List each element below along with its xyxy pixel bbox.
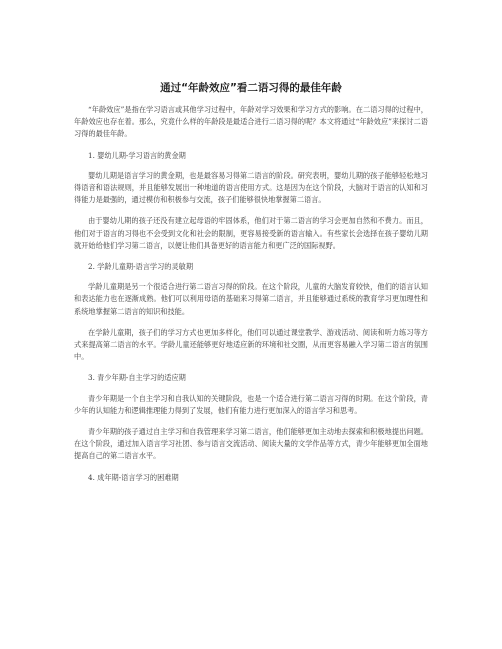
section-2-paragraph-2: 在学龄儿童期，孩子们的学习方式也更加多样化，他们可以通过课堂教学、游戏活动、阅读和听力练习等方式来提高第二语言的水平。学龄儿童还能够更好地适应新的环境和社交圈，从而更容易融入学习第二语言的氛围中。 <box>74 327 428 362</box>
section-1-paragraph-2: 由于婴幼儿期的孩子还没有建立起母语的牢固体系，他们对于第二语言的学习会更加自然和不费力。而且，他们对于语言的习得也不会受到文化和社会的限制，更容易接受新的语言输入。有些家长会选择在孩子婴幼儿期就开始给他们学习第二语言，以便让他们具备更好的语言能力和更广泛的国际视野。 <box>74 216 428 250</box>
section-4-heading: 4. 成年期-语言学习的困难期 <box>88 472 179 482</box>
section-2-heading: 2. 学龄儿童期-语言学习的灵敏期 <box>88 262 194 272</box>
section-1-heading: 1. 婴幼儿期-学习语言的黄金期 <box>88 150 186 160</box>
section-3-paragraph-1: 青少年期是一个自主学习和自我认知的关键阶段，也是一个适合进行第二语言习得的时期。在这个阶段，青少年的认知能力和逻辑推理能力得到了发展，他们有能力进行更加深入的语言学习和思考。 <box>74 393 428 415</box>
section-2-paragraph-1: 学龄儿童期是另一个很适合进行第二语言习得的阶段。在这个阶段，儿童的大脑发育较快，他们的语言认知和表达能力也在逐渐成熟。他们可以利用母语的基础来习得第二语言，并且能够通过系统的教育学习更加理性和系统地掌握第二语言的知识和技能。 <box>74 282 428 316</box>
section-3-paragraph-2: 青少年期的孩子通过自主学习和自我管理来学习第二语言，他们能够更加主动地去探索和积极地提出问题。在这个阶段，通过加入语言学习社团、参与语言交流活动、阅读大量的文学作品等方式，青少年能够更加全面地提高自己的第二语言水平。 <box>74 427 428 461</box>
page-title: 通过“年龄效应”看二语习得的最佳年龄 <box>160 82 342 94</box>
intro-paragraph: “年龄效应”是指在学习语言或其他学习过程中，年龄对学习效果和学习方式的影响。在二语习得的过程中，年龄效应也存在着。那么，究竟什么样的年龄段是最适合进行二语习得的呢？本文将通过“年龄效应”来探讨二语习得的最佳年龄。 <box>74 105 428 139</box>
document-body <box>74 104 428 492</box>
section-1-paragraph-1: 婴幼儿期是语言学习的黄金期，也是最容易习得第二语言的阶段。研究表明，婴幼儿期的孩子能够轻松地习得语音和语法规则，并且能够发展出一种地道的语言使用方式。这是因为在这个阶段，大脑对于语言的认知和习得能力是最强的，通过模仿和积极参与交流，孩子们能够很快地掌握第二语言。 <box>74 170 428 205</box>
section-3-heading: 3. 青少年期-自主学习的适应期 <box>88 373 186 383</box>
